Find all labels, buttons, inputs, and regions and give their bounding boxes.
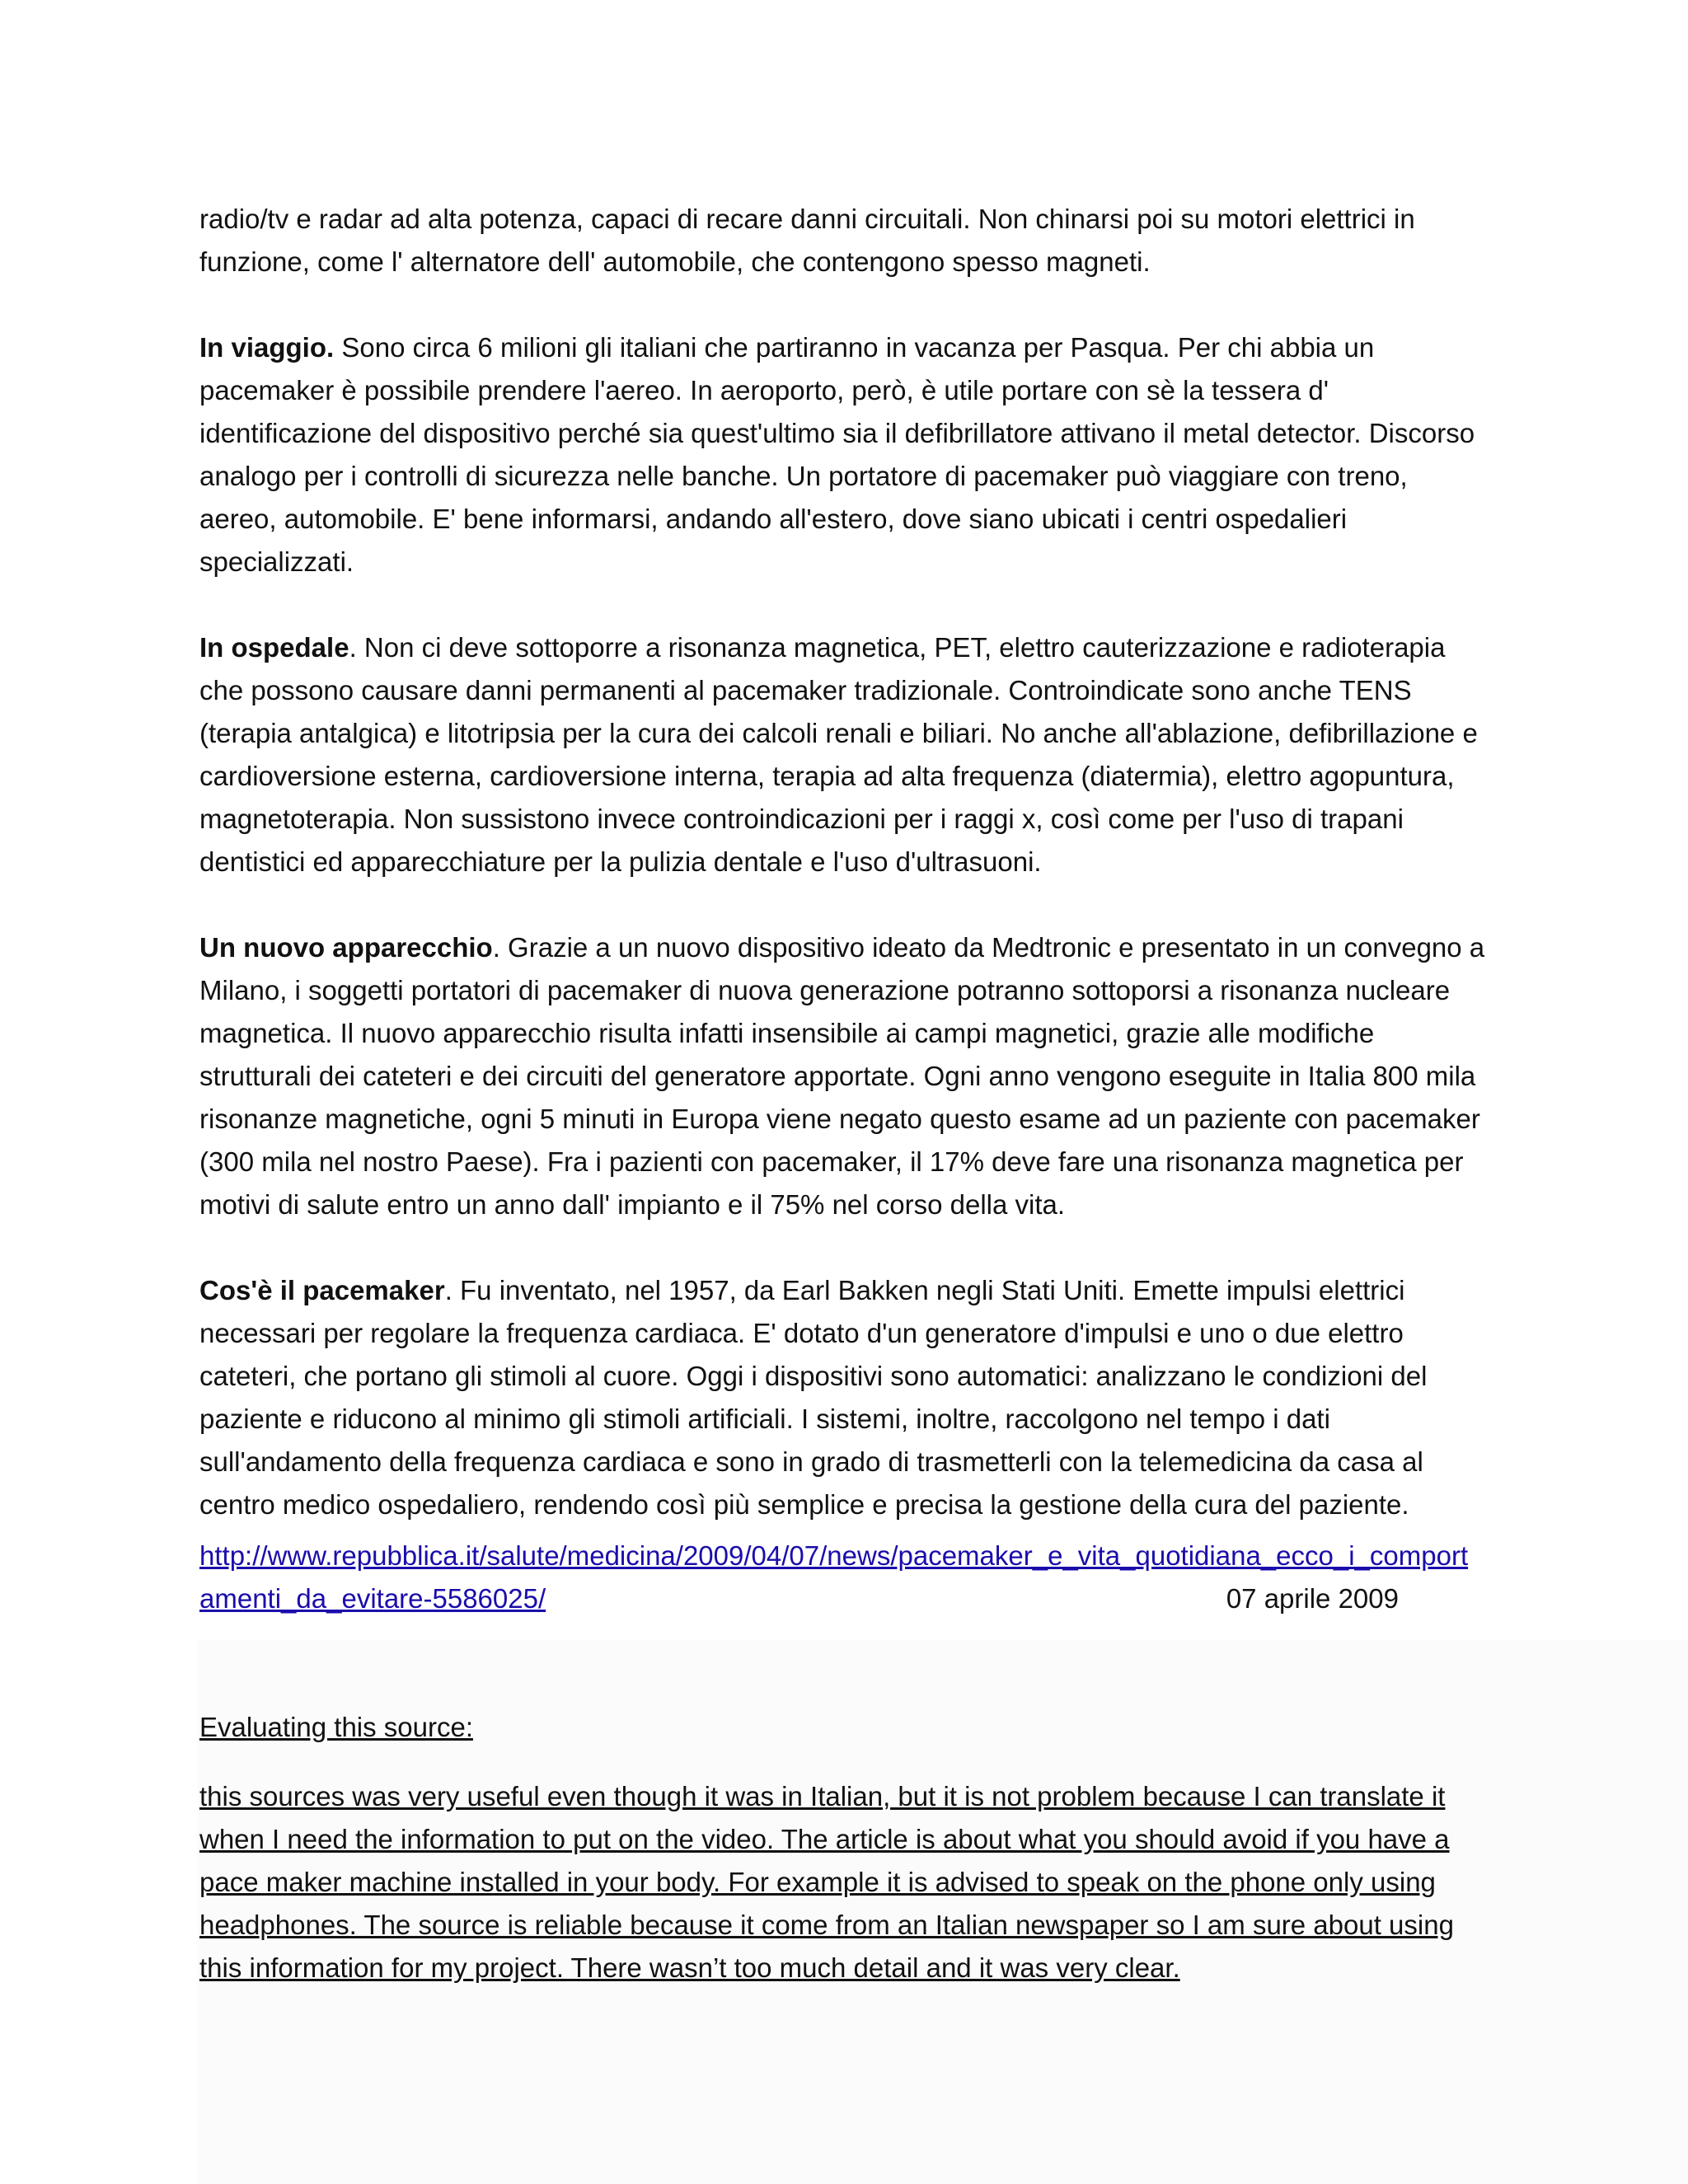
source-date: 07 aprile 2009 (1226, 1583, 1399, 1614)
section-heading: Un nuovo apparecchio (199, 932, 493, 963)
section-body: Sono circa 6 milioni gli italiani che partiranno in vacanza per Pasqua. Per chi abbia un pacemaker è possibile prendere l'aereo. In aeroporto, però, è utile portare con sè la tessera d' identificazione del dispositivo perché sia quest'ultimo sia il defibrillatore attivano il metal detector. Discorso analogo per i controlli di sicurezza nelle banche. Un portatore di pacemaker può viaggiare con treno, aereo, automobile. E' bene informarsi, andando all'estero, dove siano ubicati i centri ospedalieri specializzati. (199, 332, 1475, 577)
evaluation-title: Evaluating this source: (199, 1712, 474, 1742)
section-heading: Cos'è il pacemaker (199, 1275, 445, 1305)
section-in-ospedale (199, 626, 1492, 883)
intro-paragraph: radio/tv e radar ad alta potenza, capaci di recare danni circuitali. Non chinarsi poi su motori elettrici in funzione, come l' alternatore dell' automobile, che contengono spesso magneti. (199, 204, 1415, 277)
section-cos-e-il-pacemaker (199, 1269, 1492, 1526)
source-citation (199, 1535, 1492, 1620)
section-heading: In ospedale (199, 632, 349, 663)
section-body: . Grazie a un nuovo dispositivo ideato da Medtronic e presentato in un convegno a Milano, i soggetti portatori di pacemaker di nuova generazione potranno sottoporsi a risonanza nucleare magnetica. Il nuovo apparecchio risulta infatti insensibile ai campi magnetici, grazie alle modifiche strutturali dei cateteri e dei circuiti del generatore apportate. Ogni anno vengono eseguite in Italia 800 mila risonanze magnetiche, ogni 5 minuti in Europa viene negato questo esame ad un paziente con pacemaker (300 mila nel nostro Paese). Fra i pazienti con pacemaker, il 17% deve fare una risonanza magnetica per motivi di salute entro un anno dall' impianto e il 75% nel corso della vita. (199, 932, 1485, 1220)
section-in-viaggio (199, 326, 1492, 583)
document-body (199, 198, 1492, 1990)
source-link[interactable]: http://www.repubblica.it/salute/medicina/2009/04/07/news/pacemaker_e_vita_quotidiana_ecco_i_comportamenti_da_evitare-5586025/ (199, 1540, 1469, 1614)
section-nuovo-apparecchio (199, 926, 1492, 1226)
section-body: . Fu inventato, nel 1957, da Earl Bakken negli Stati Uniti. Emette impulsi elettrici necessari per regolare la frequenza cardiaca. E' dotato d'un generatore d'impulsi e uno o due elettro cateteri, che portano gli stimoli al cuore. Oggi i dispositivi sono automatici: analizzano le condizioni del paziente e riducono al minimo gli stimoli artificiali. I sistemi, inoltre, raccolgono nel tempo i dati sull'andamento della frequenza cardiaca e sono in grado di trasmetterli con la telemedicina da casa al centro medico ospedaliero, rendendo così più semplice e precisa la gestione della cura del paziente. (199, 1275, 1428, 1520)
section-body: . Non ci deve sottoporre a risonanza magnetica, PET, elettro cauterizzazione e radioterapia che possono causare danni permanenti al pacemaker tradizionale. Controindicate sono anche TENS (terapia antalgica) e litotripsia per la cura dei calcoli renali e biliari. No anche all'ablazione, defibrillazione e cardioversione esterna, cardioversione interna, terapia ad alta frequenza (diatermia), elettro agopuntura, magnetoterapia. Non sussistono invece controindicazioni per i raggi x, così come per l'uso di trapani dentistici ed apparecchiature per la pulizia dentale e l'uso d'ultrasuoni. (199, 632, 1478, 877)
evaluation-text: this sources was very useful even though it was in Italian, but it is not problem because I can translate it when I need the information to put on the video. The article is about what you should avoid if you have a pace maker machine installed in your body. For example it is advised to speak on the phone only using headphones. The source is reliable because it come from an Italian newspaper so I am sure about using this information for my project. There wasn’t too much detail and it was very clear. (199, 1781, 1454, 1983)
section-heading: In viaggio. (199, 332, 335, 363)
